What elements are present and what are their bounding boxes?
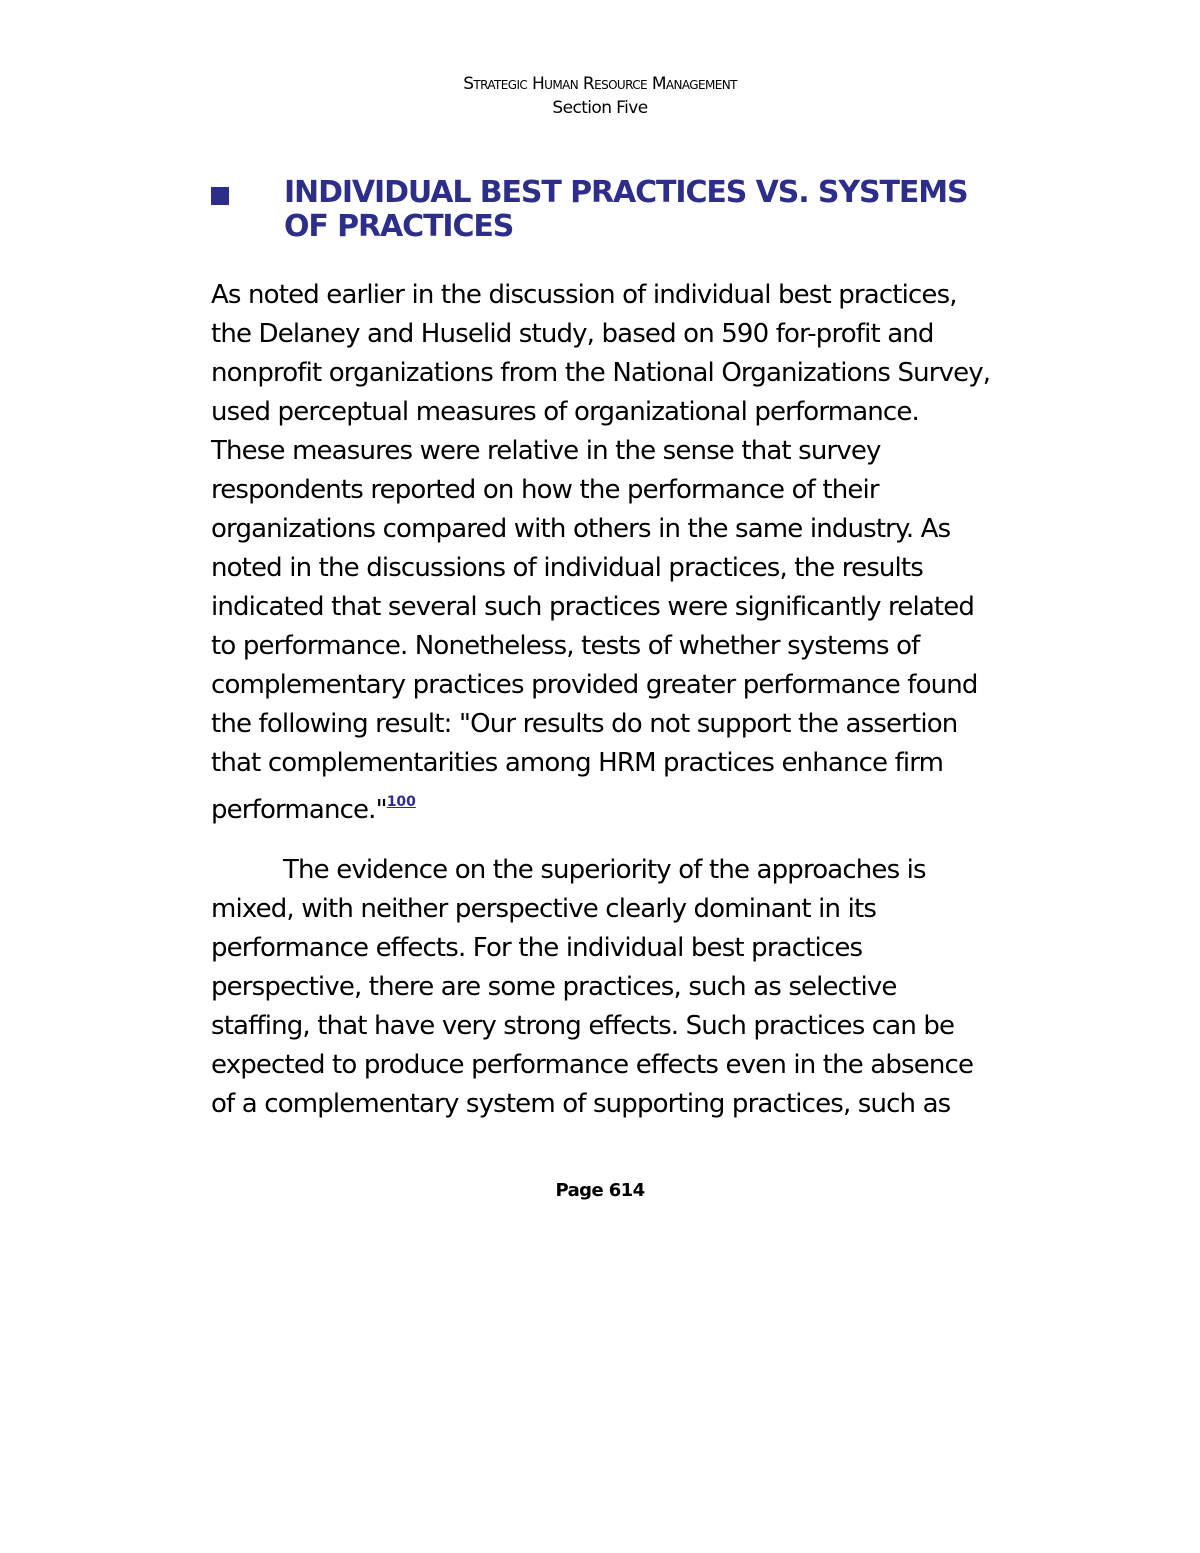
text-line: perspective, there are some practices, such as selective — [211, 972, 897, 1002]
text-line: the following result: "Our results do not support the assertion — [211, 709, 958, 739]
text-line: nonprofit organizations from the National Organizations Survey, — [211, 358, 991, 388]
text-line: expected to produce performance effects even in the absence — [211, 1050, 974, 1080]
page-number: Page 614 — [555, 1180, 645, 1201]
running-header — [0, 72, 1200, 120]
text-line: performance effects. For the individual best practices — [211, 933, 863, 963]
text-line: noted in the discussions of individual practices, the results — [211, 553, 923, 583]
text-line-content: performance." — [211, 795, 387, 825]
text-line: the Delaney and Huselid study, based on 590 for-profit and — [211, 319, 934, 349]
text-line: respondents reported on how the performance of their — [211, 475, 879, 505]
footnote-link[interactable]: 100 — [386, 794, 416, 810]
text-line: The evidence on the superiority of the approaches is — [283, 855, 926, 885]
paragraph-1 — [211, 276, 1001, 830]
book-title: Strategic Human Resource Management — [463, 74, 737, 94]
text-line: used perceptual measures of organizational performance. — [211, 397, 919, 427]
text-line: staffing, that have very strong effects. Such practices can be — [211, 1011, 955, 1041]
text-line: These measures were relative in the sense that survey — [211, 436, 881, 466]
text-line: that complementarities among HRM practices enhance firm — [211, 748, 944, 778]
heading-line: OF PRACTICES — [284, 209, 514, 244]
paragraph-2 — [211, 851, 1001, 1124]
text-line: indicated that several such practices were significantly related — [211, 592, 975, 622]
text-line-last — [211, 783, 1001, 830]
square-bullet-icon — [211, 187, 229, 205]
text-line: As noted earlier in the discussion of individual best practices, — [211, 280, 957, 310]
text-line: organizations compared with others in the same industry. As — [211, 514, 951, 544]
text-line: complementary practices provided greater performance found — [211, 670, 978, 700]
text-line: of a complementary system of supporting practices, such as — [211, 1089, 951, 1119]
section-label: Section Five — [552, 98, 648, 118]
heading-text — [284, 176, 1004, 244]
heading-line: INDIVIDUAL BEST PRACTICES VS. SYSTEMS — [284, 175, 968, 210]
text-line: mixed, with neither perspective clearly dominant in its — [211, 894, 877, 924]
text-line: to performance. Nonetheless, tests of whether systems of — [211, 631, 920, 661]
